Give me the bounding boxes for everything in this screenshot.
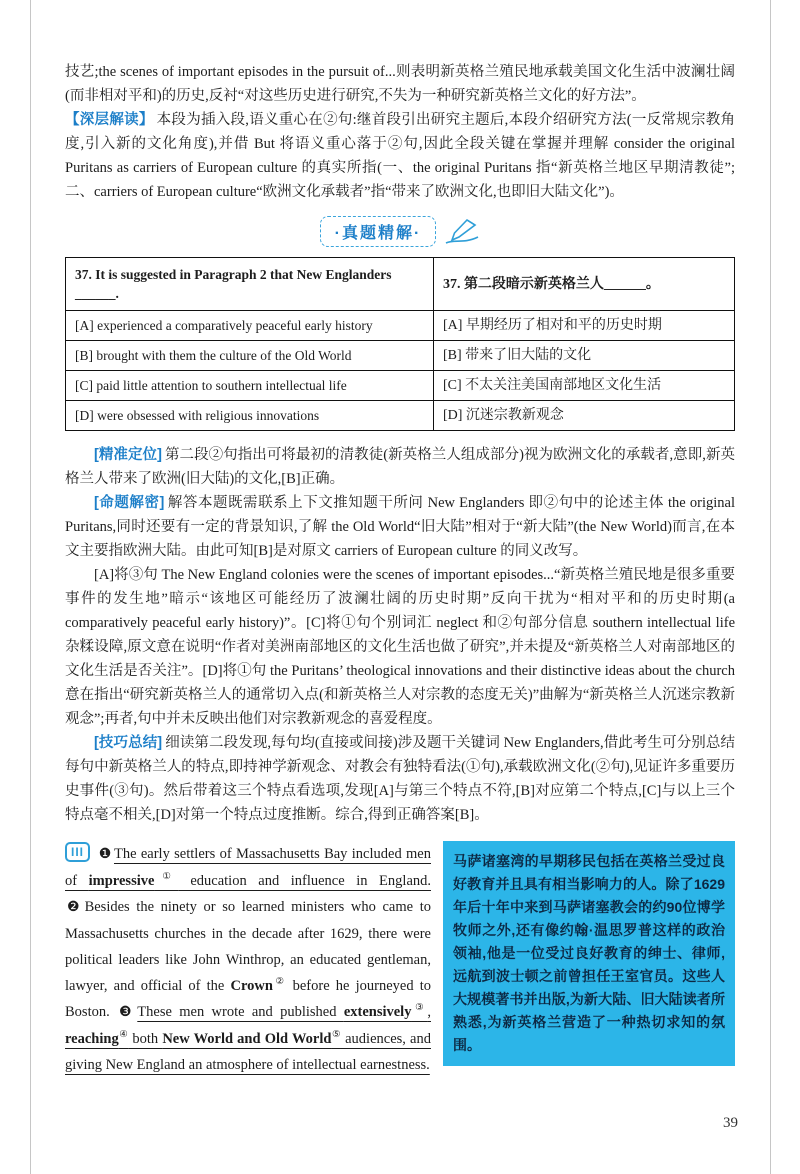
badge-dot-left: · — [334, 225, 342, 242]
proposition-secret-paragraph — [65, 491, 735, 563]
note-ref-3: ③ — [411, 1003, 428, 1013]
skill-summary-paragraph — [65, 731, 735, 827]
sentence-2-text-2: before he journeyed to Boston. — [65, 978, 431, 1020]
sentence-3-text: These men wrote and published — [137, 1004, 344, 1020]
sentence-2-marker: ❷ — [67, 900, 83, 915]
badge-dot-right: · — [414, 225, 422, 242]
option-d-zh: [D] 沉迷宗教新观念 — [433, 401, 734, 431]
sentence-3-keyword-2: reaching — [65, 1031, 119, 1047]
page-edge-left — [30, 0, 31, 1174]
proposition-secret-text: 解答本题既需联系上下文推知题干所问 New Englanders 即②句中的论述主体 the original Puritans,同时还要有一定的背景知识,了解 the Old World“旧大陆”相对于“新大陆”(the New World)而言,在本文主要指欧洲大陆。由此可知[B]是对原文 carriers of European culture 的同义改写。 — [65, 495, 735, 559]
sentence-3-keyword-3: New World and Old World — [162, 1031, 332, 1047]
paragraph-roman-marker: III — [65, 842, 90, 862]
sentence-1-keyword: impressive — [88, 873, 155, 889]
sentence-3-marker: ❸ — [119, 1005, 136, 1020]
sentence-2 — [65, 899, 431, 1020]
page-number: 39 — [723, 1115, 738, 1131]
sentence-3-text-3: both — [128, 1031, 163, 1047]
sentence-1 — [65, 846, 431, 889]
precise-location-paragraph — [65, 443, 735, 491]
option-row-d — [66, 401, 735, 431]
pen-icon — [444, 218, 480, 246]
skill-summary-text: 细读第二段发现,每句均(直接或间接)涉及题干关键词 New Englanders,借此考生可分别总结每句中新英格兰人的特点,即持神学新观念、对教会有独特看法(①句),承载欧洲文化(②句),见证许多重要历史事件(③句)。然后带着这三个特点看选项,发现[A]与第三个特点不符,[B]对应第二个特点,[C]与以上三个特点毫不相关,[D]对第一个特点过度推断。综合,得到正确答案[B]。 — [65, 735, 735, 823]
option-b-zh: [B] 带来了旧大陆的文化 — [433, 341, 734, 371]
question-zh: 37. 第二段暗示新英格兰人______。 — [433, 258, 734, 311]
question-table — [65, 257, 735, 431]
sentence-1-marker: ❶ — [98, 847, 112, 862]
option-b-en: [B] brought with them the culture of the Old World — [66, 341, 434, 371]
option-row-b — [66, 341, 735, 371]
page-content — [65, 60, 735, 1078]
proposition-secret-label: [命题解密] — [94, 495, 165, 511]
option-a-en: [A] experienced a comparatively peaceful early history — [66, 311, 434, 341]
question-en: 37. It is suggested in Paragraph 2 that New Englanders ______. — [66, 258, 434, 311]
passage-translation-box: 马萨诸塞湾的早期移民包括在英格兰受过良好教育并且具有相当影响力的人。除了1629年后十年中来到马萨诸塞教会的约90位博学牧师之外,还有像约翰·温思罗普这样的政治领袖,他是一位受过良好教育的绅士、律师,远航到波士顿之前曾担任王室官员。这些人大规模著书并出版,为新大陆、旧大陆读者所熟悉,为新英格兰营造了一种热切求知的氛围。 — [443, 841, 735, 1066]
option-d-en: [D] were obsessed with religious innovations — [66, 401, 434, 431]
section-badge-row — [65, 216, 735, 247]
passage-english — [65, 841, 431, 1078]
page-edge-right — [770, 0, 771, 1174]
option-c-zh: [C] 不太关注美国南部地区文化生活 — [433, 371, 734, 401]
sentence-1-text-2: education and influence in England. — [178, 873, 431, 889]
sentence-2-keyword: Crown — [230, 978, 273, 994]
sentence-3-text-4: audiences, and giving New England an atmosphere of intellectual earnestness. — [65, 1031, 431, 1073]
option-row-a — [66, 311, 735, 341]
option-c-en: [C] paid little attention to southern intellectual life — [66, 371, 434, 401]
question-row — [66, 258, 735, 311]
skill-summary-label: [技巧总结] — [94, 735, 163, 751]
note-ref-2: ② — [272, 977, 287, 987]
zhenti-jingjie-badge — [320, 216, 437, 247]
precise-location-label: [精准定位] — [94, 447, 162, 463]
sentence-1-text: The early settlers of Massachusetts Bay included men of — [65, 846, 431, 889]
distractor-analysis-paragraph: [A]将③句 The New England colonies were the scenes of important episodes...“新英格兰殖民地是很多重要事件的发生地”暗示“该地区可能经历了波澜壮阔的历史时期”反向干扰为“相对平和的历史时期(a comparatively peaceful early history)”。[C]将①句个别词汇 neglect 和②句部分信息 southern intellectual life 杂糅设障,原文意在说明“作者对美洲南部地区的文化生活也做了研究”,并未提及“新英格兰人对南部地区的文化生活是否关注”。[D]将①句 the Puritans’ theological innovations and their distinctive ideas about the church 意在指出“研究新英格兰人的通常切入点(和新英格兰人对宗教的态度无关)”曲解为“新英格兰人沉迷宗教新观念”;再者,句中并未反映出他们对宗教新观念的喜爱程度。 — [65, 567, 735, 727]
note-ref-5: ⑤ — [331, 1030, 341, 1040]
option-row-c — [66, 371, 735, 401]
option-a-zh: [A] 早期经历了相对和平的历史时期 — [433, 311, 734, 341]
deep-reading-paragraph — [65, 108, 735, 204]
intro-paragraph: 技艺;the scenes of important episodes in the pursuit of...则表明新英格兰殖民地承载美国文化生活中波澜壮阔(而非相对平和)的历史,反衬“对这些历史进行研究,不失为一种研究新英格兰文化的好方法”。 — [65, 64, 735, 104]
badge-label: 真题精解 — [341, 225, 414, 242]
note-ref-1: ① — [154, 872, 179, 882]
deep-reading-text: 本段为插入段,语义重心在②句:继首段引出研究主题后,本段介绍研究方法(一反常规宗教角度,引入新的文化角度),并借 But 将语义重心落于②句,因此全段关键在掌握并理解 consider the original Puritans as carriers of European culture 的真实所指(一、the original Puritans 指“新英格兰地区早期清教徒”;二、carriers of European culture“欧洲文化承载者”指“带来了欧洲文化,也即旧大陆文化”)。 — [65, 112, 736, 200]
sentence-2-text: Besides the ninety or so learned ministers who came to Massachusetts churches in the decade after 1629, there were political leaders like John Winthrop, an educated gentleman, lawyer, and official of the — [65, 899, 431, 994]
passage-section — [65, 841, 735, 1078]
note-ref-4: ④ — [118, 1030, 129, 1040]
sentence-3-keyword-1: extensively — [343, 1004, 412, 1020]
precise-location-text: 第二段②句指出可将最初的清教徒(新英格兰人组成部分)视为欧洲文化的承载者,意即,新英格兰人带来了欧洲(旧大陆)的文化,[B]正确。 — [65, 447, 735, 487]
deep-reading-label: 【深层解读】 — [65, 112, 154, 128]
sentence-3-text-2: , — [427, 1004, 431, 1020]
